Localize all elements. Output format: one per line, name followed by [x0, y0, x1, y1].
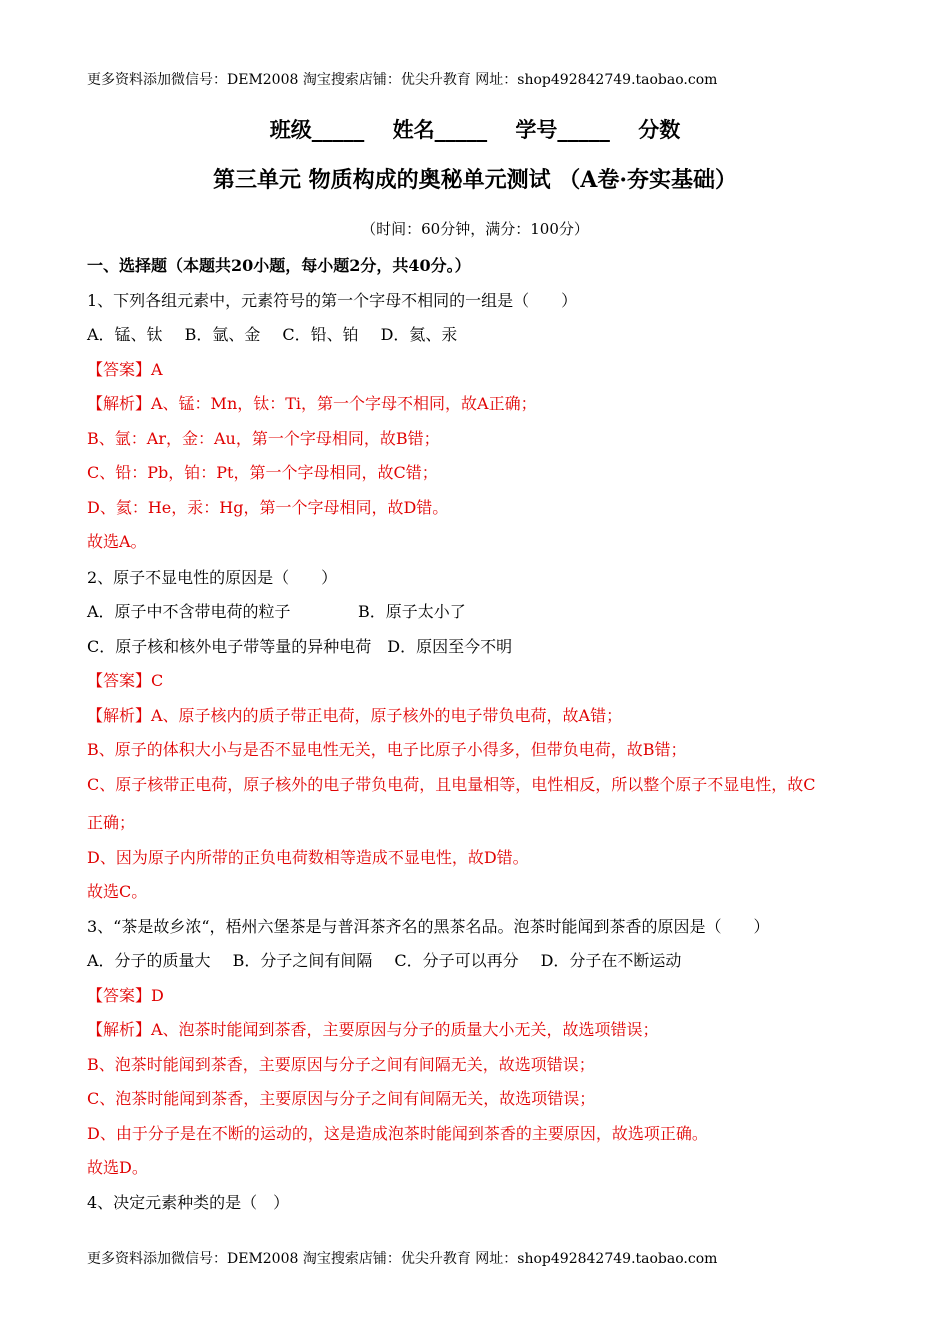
question-3-stem: 3、“茶是故乡浓“，梧州六堡茶是与普洱茶齐名的黑茶名品。泡茶时能闻到茶香的原因是（ ）	[87, 917, 770, 936]
question-2-stem: 2、原子不显电性的原因是（ ）	[87, 568, 338, 587]
question-3-conclusion: 故选D。	[87, 1158, 148, 1177]
question-2-analysis-line: B、原子的体积大小与是否不显电性无关，电子比原子小得多，但带负电荷，故B错；	[87, 740, 687, 759]
question-3-analysis-line: C、泡茶时能闻到茶香，主要原因与分子之间有间隔无关，故选项错误；	[87, 1089, 596, 1108]
question-3-analysis-line: B、泡茶时能闻到茶香，主要原因与分子之间有间隔无关，故选项错误；	[87, 1055, 595, 1074]
question-3-options	[87, 948, 681, 971]
option: C．分子可以再分	[394, 951, 519, 970]
page-footer-note: 更多资料添加微信号：DEM2008 淘宝搜索店铺：优尖升教育 网址：shop492842749.taobao.com	[87, 1251, 718, 1267]
option: A．分子的质量大	[87, 951, 211, 970]
question-4-stem: 4、决定元素种类的是（ ）	[87, 1193, 290, 1212]
question-1-analysis-line: 【解析】A、锰：Mn，钛：Ti，第一个字母不相同，故A正确；	[87, 394, 537, 413]
question-3-answer: 【答案】D	[87, 986, 164, 1005]
option: C．原子核和核外电子带等量的异种电荷	[87, 637, 372, 656]
question-2-options-row-2	[87, 634, 512, 657]
question-1-analysis-line: B、氩：Ar，金：Au，第一个字母相同，故B错；	[87, 429, 440, 448]
option: A．原子中不含带电荷的粒子	[87, 602, 291, 621]
option: D．氦、汞	[380, 325, 458, 344]
question-2-analysis-line: D、因为原子内所带的正负电荷数相等造成不显电性，故D错。	[87, 848, 529, 867]
question-2-answer: 【答案】C	[87, 671, 164, 690]
option: C．铅、铂	[282, 325, 359, 344]
option: B．原子太小了	[358, 602, 466, 621]
question-2-analysis-line: 正确；	[87, 813, 136, 832]
option: B．氩、金	[184, 325, 261, 344]
section-heading: 一、选择题（本题共20小题，每小题2分，共40分。）	[87, 256, 471, 275]
question-2-analysis-line: C、原子核带正电荷，原子核外的电子带负电荷，且电量相等，电性相反，所以整个原子不显电性，故C	[87, 775, 816, 794]
question-3-analysis-line: 【解析】A、泡茶时能闻到茶香，主要原因与分子的质量大小无关，故选项错误；	[87, 1020, 659, 1039]
question-2-analysis-line: 【解析】A、原子核内的质子带正电荷，原子核外的电子带负电荷，故A错；	[87, 706, 623, 725]
page-header-note: 更多资料添加微信号：DEM2008 淘宝搜索店铺：优尖升教育 网址：shop492842749.taobao.com	[87, 72, 718, 88]
option: A．锰、钛	[87, 325, 163, 344]
option: B．分子之间有间隔	[232, 951, 373, 970]
question-2-options-row-1	[87, 599, 466, 622]
question-1-analysis-line: C、铅：Pb，铂：Pt，第一个字母相同，故C错；	[87, 463, 438, 482]
question-1-options	[87, 322, 457, 345]
student-info-line: 班级_____ 姓名_____ 学号_____ 分数	[269, 117, 681, 142]
exam-meta: （时间：60分钟，满分：100分）	[361, 220, 589, 238]
option: D．分子在不断运动	[540, 951, 682, 970]
question-2-conclusion: 故选C。	[87, 882, 148, 901]
question-1-analysis-line: D、氦：He，汞：Hg，第一个字母相同，故D错。	[87, 498, 449, 517]
question-1-stem: 1、下列各组元素中，元素符号的第一个字母不相同的一组是（ ）	[87, 291, 578, 310]
question-1-conclusion: 故选A。	[87, 532, 147, 551]
page-title: 第三单元 物质构成的奥秘单元测试 （A卷·夯实基础）	[212, 167, 738, 193]
question-3-analysis-line: D、由于分子是在不断的运动的，这是造成泡茶时能闻到茶香的主要原因，故选项正确。	[87, 1124, 708, 1143]
question-1-answer: 【答案】A	[87, 360, 163, 379]
option: D．原因至今不明	[387, 637, 513, 656]
